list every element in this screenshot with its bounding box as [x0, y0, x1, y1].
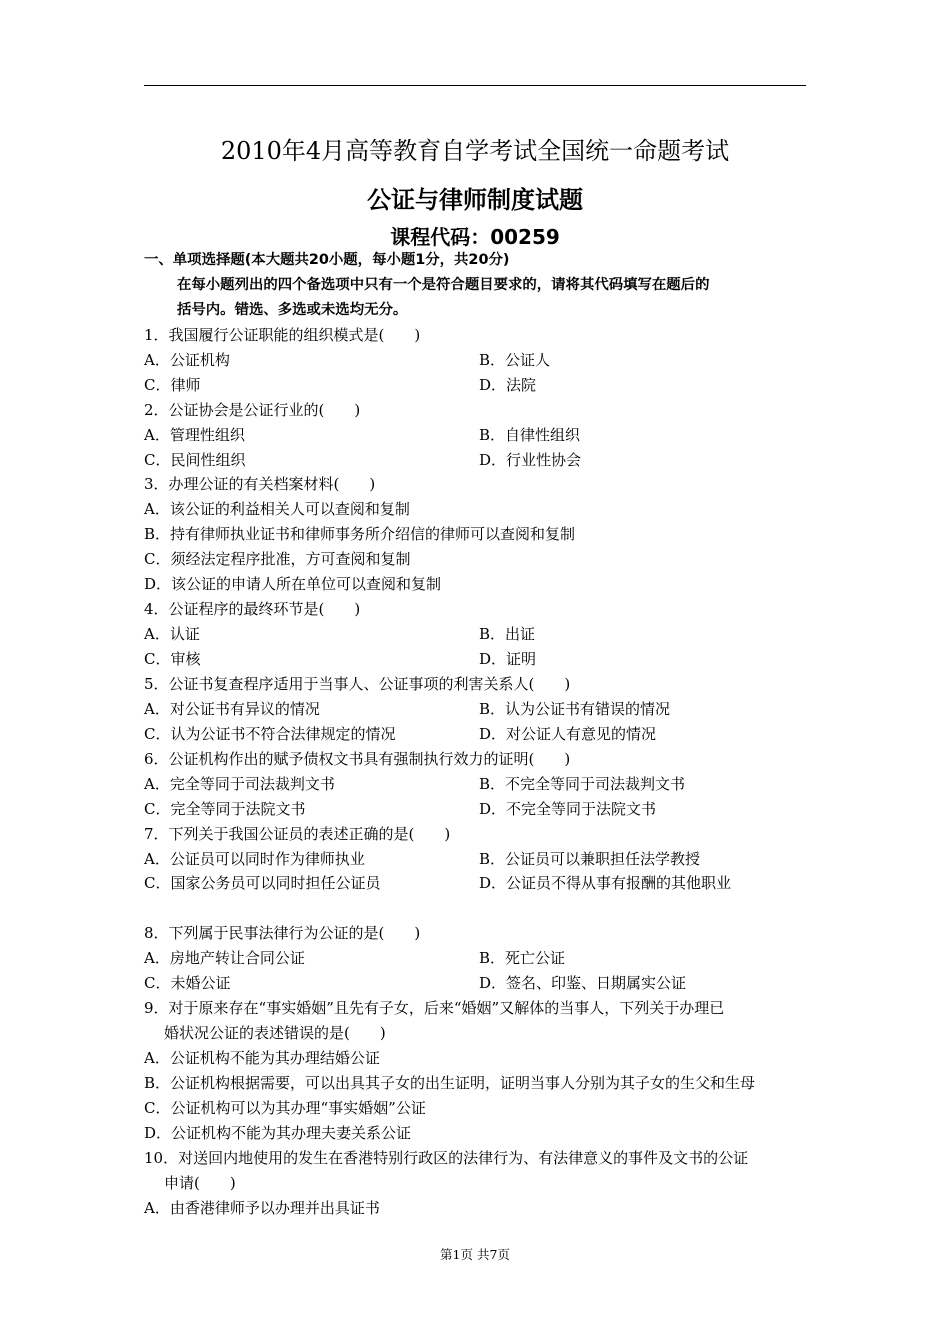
option-row	[144, 847, 808, 872]
option-row	[144, 448, 808, 473]
option: D．行业性协会	[479, 450, 582, 469]
option-row	[144, 373, 808, 398]
option: B．出证	[479, 625, 536, 644]
option-row	[144, 772, 808, 797]
question-stem: 5．公证书复查程序适用于当事人、公证事项的利害关系人( )	[144, 674, 571, 693]
option: B．认为公证书有错误的情况	[479, 699, 671, 718]
option: A．认证	[144, 625, 200, 644]
option: D．公证员不得从事有报酬的其他职业	[479, 874, 732, 893]
option-row	[144, 423, 808, 448]
option-row	[144, 722, 808, 747]
option-row	[144, 797, 808, 822]
course-code: 课程代码：00259	[390, 225, 560, 249]
blank-gap	[144, 896, 808, 921]
option: C．须经法定程序批准，方可查阅和复制	[144, 550, 411, 569]
option: C．律师	[144, 375, 201, 394]
subject-title: 公证与律师制度试题	[367, 186, 583, 214]
option-row	[144, 348, 808, 373]
question-stem: 4．公证程序的最终环节是( )	[144, 600, 361, 619]
question-stem: 2．公证协会是公证行业的( )	[144, 400, 361, 419]
instruction-line: 在每小题列出的四个备选项中只有一个是符合题目要求的，请将其代码填写在题后的	[177, 276, 710, 293]
option: A．由香港律师予以办理并出具证书	[144, 1198, 380, 1217]
option: C．国家公务员可以同时担任公证员	[144, 874, 381, 893]
option: B．死亡公证	[479, 949, 566, 968]
option: A．公证机构	[144, 350, 230, 369]
option: D．证明	[479, 650, 537, 668]
option: D．不完全等同于法院文书	[479, 799, 657, 818]
question-stem: 9．对于原来存在“事实婚姻”且先有子女，后来“婚姻”又解体的当事人，下列关于办理已	[144, 999, 725, 1018]
option-row	[144, 871, 808, 896]
option-row	[144, 697, 808, 722]
question-stem: 3．办理公证的有关档案材料( )	[144, 475, 376, 494]
option: A．对公证书有异议的情况	[144, 699, 320, 718]
option: C．民间性组织	[144, 450, 246, 469]
option: B．公证人	[479, 350, 551, 369]
option: C．审核	[144, 650, 201, 668]
exam-content	[144, 248, 808, 1221]
question-stem: 1．我国履行公证职能的组织模式是( )	[144, 325, 421, 344]
option: A．公证机构不能为其办理结婚公证	[144, 1049, 380, 1067]
option: D．该公证的申请人所在单位可以查阅和复制	[144, 575, 442, 594]
option: D．法院	[479, 375, 537, 394]
question-stem: 7．下列关于我国公证员的表述正确的是( )	[144, 824, 451, 843]
option-row	[144, 622, 808, 647]
option: C．认为公证书不符合法律规定的情况	[144, 724, 396, 743]
option: A．完全等同于司法裁判文书	[144, 774, 335, 793]
option: B．自律性组织	[479, 425, 581, 444]
option: B．不完全等同于司法裁判文书	[479, 774, 686, 793]
option: B．公证机构根据需要，可以出具其子女的出生证明，证明当事人分别为其子女的生父和生母	[144, 1073, 756, 1092]
option: C．公证机构可以为其办理“事实婚姻”公证	[144, 1098, 426, 1117]
option: C．未婚公证	[144, 974, 231, 993]
question-stem-continued: 申请( )	[164, 1173, 236, 1192]
option: D．对公证人有意见的情况	[479, 724, 657, 743]
header-rule	[144, 85, 806, 86]
option: A．管理性组织	[144, 425, 245, 444]
question-stem: 6．公证机构作出的赋予债权文书具有强制执行效力的证明( )	[144, 749, 571, 768]
option: D．公证机构不能为其办理夫妻关系公证	[144, 1123, 412, 1142]
option-row	[144, 971, 808, 996]
question-stem: 10．对送回内地使用的发生在香港特别行政区的法律行为、有法律意义的事件及文书的公证	[144, 1148, 749, 1167]
exam-title: 2010年4月高等教育自学考试全国统一命题考试	[220, 137, 730, 165]
option: B．公证员可以兼职担任法学教授	[479, 849, 701, 868]
option: B．持有律师执业证书和律师事务所介绍信的律师可以查阅和复制	[144, 525, 576, 544]
option: C．完全等同于法院文书	[144, 799, 306, 818]
option-row	[144, 946, 808, 971]
option-row	[144, 647, 808, 672]
question-stem: 8．下列属于民事法律行为公证的是( )	[144, 924, 421, 943]
instruction-line: 括号内。错选、多选或未选均无分。	[177, 301, 408, 318]
option: D．签名、印鉴、日期属实公证	[479, 974, 687, 993]
section-heading: 一、单项选择题(本大题共20小题，每小题1分，共20分)	[144, 252, 510, 268]
option: A．公证员可以同时作为律师执业	[144, 849, 365, 868]
question-stem-continued: 婚状况公证的表述错误的是( )	[164, 1024, 386, 1043]
option: A．房地产转让合同公证	[144, 949, 305, 968]
page-number: 第1页 共7页	[440, 1247, 510, 1262]
option: A．该公证的利益相关人可以查阅和复制	[144, 500, 410, 519]
